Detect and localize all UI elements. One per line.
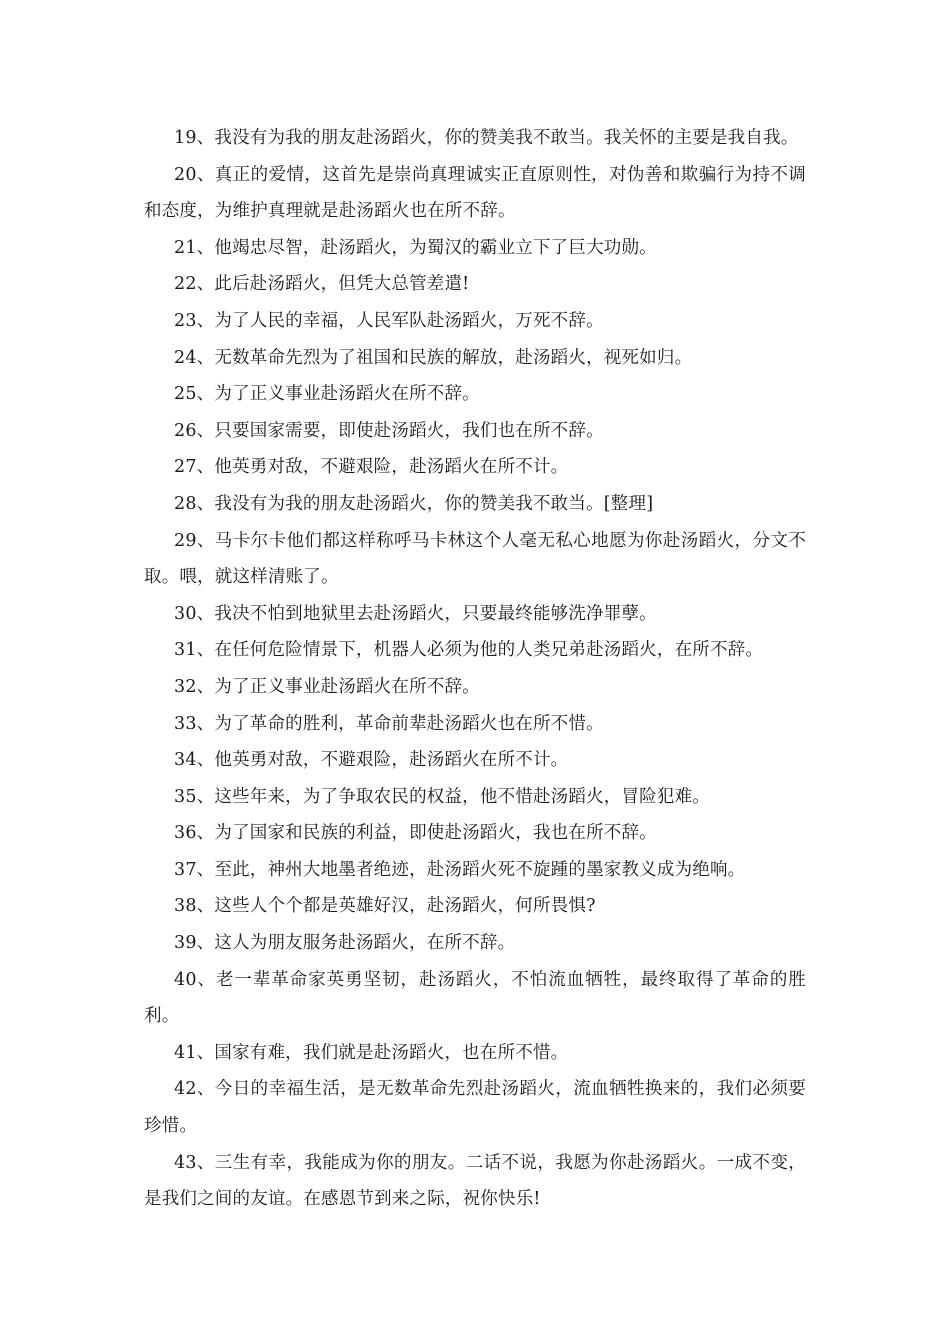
paragraph-36: 36、为了国家和民族的利益，即使赴汤蹈火，我也在所不辞。 [174,823,657,844]
paragraph-37: 37、至此，神州大地墨者绝迹，赴汤蹈火死不旋踵的墨家教义成为绝响。 [174,859,746,880]
paragraph-20: 20、真正的爱情，这首先是崇尚真理诚实正直原则性，对伪善和欺骗行为持不调和态度，为维护真理就是赴汤蹈火也在所不辞。 [144,164,806,222]
paragraph-33: 33、为了革命的胜利，革命前辈赴汤蹈火也在所不惜。 [174,713,604,734]
paragraph-32: 32、为了正义事业赴汤蹈火在所不辞。 [174,676,480,697]
document-body [144,120,806,1218]
paragraph-24: 24、无数革命先烈为了祖国和民族的解放，赴汤蹈火，视死如归。 [174,347,693,368]
paragraph-38: 38、这些人个个都是英雄好汉，赴汤蹈火，何所畏惧? [174,896,596,917]
paragraph-40: 40、老一辈革命家英勇坚韧，赴汤蹈火，不怕流血牺牲，最终取得了革命的胜利。 [144,969,806,1027]
paragraph-25: 25、为了正义事业赴汤蹈火在所不辞。 [174,384,480,405]
paragraph-19: 19、我没有为我的朋友赴汤蹈火，你的赞美我不敢当。我关怀的主要是我自我。 [174,128,799,148]
paragraph-21: 21、他竭忠尽智，赴汤蹈火，为蜀汉的霸业立下了巨大功勋。 [174,237,657,258]
paragraph-30: 30、我决不怕到地狱里去赴汤蹈火，只要最终能够洗净罪孽。 [174,603,657,624]
paragraph-41: 41、国家有难，我们就是赴汤蹈火，也在所不惜。 [174,1042,569,1063]
paragraph-39: 39、这人为朋友服务赴汤蹈火，在所不辞。 [174,933,516,954]
paragraph-35: 35、这些年来，为了争取农民的权益，他不惜赴汤蹈火，冒险犯难。 [174,786,710,807]
paragraph-23: 23、为了人民的幸福，人民军队赴汤蹈火，万死不辞。 [174,310,604,331]
paragraph-27: 27、他英勇对敌，不避艰险，赴汤蹈火在所不计。 [174,457,569,478]
paragraph-34: 34、他英勇对敌，不避艰险，赴汤蹈火在所不计。 [174,750,569,771]
paragraph-43: 43、三生有幸，我能成为你的朋友。二话不说，我愿为你赴汤蹈火。一成不变，是我们之间的友谊。在感恩节到来之际，祝你快乐! [144,1152,806,1210]
paragraph-22: 22、此后赴汤蹈火，但凭大总管差遣! [174,274,470,295]
paragraph-29: 29、马卡尔卡他们都这样称呼马卡林这个人毫无私心地愿为你赴汤蹈火，分文不取。喂，就这样清账了。 [144,530,806,588]
paragraph-28: 28、我没有为我的朋友赴汤蹈火，你的赞美我不敢当。[整理] [174,493,654,514]
paragraph-31: 31、在任何危险情景下，机器人必须为他的人类兄弟赴汤蹈火，在所不辞。 [174,640,764,661]
paragraph-26: 26、只要国家需要，即使赴汤蹈火，我们也在所不辞。 [174,420,604,441]
paragraph-42: 42、今日的幸福生活，是无数革命先烈赴汤蹈火，流血牺牲换来的，我们必须要珍惜。 [144,1079,806,1137]
